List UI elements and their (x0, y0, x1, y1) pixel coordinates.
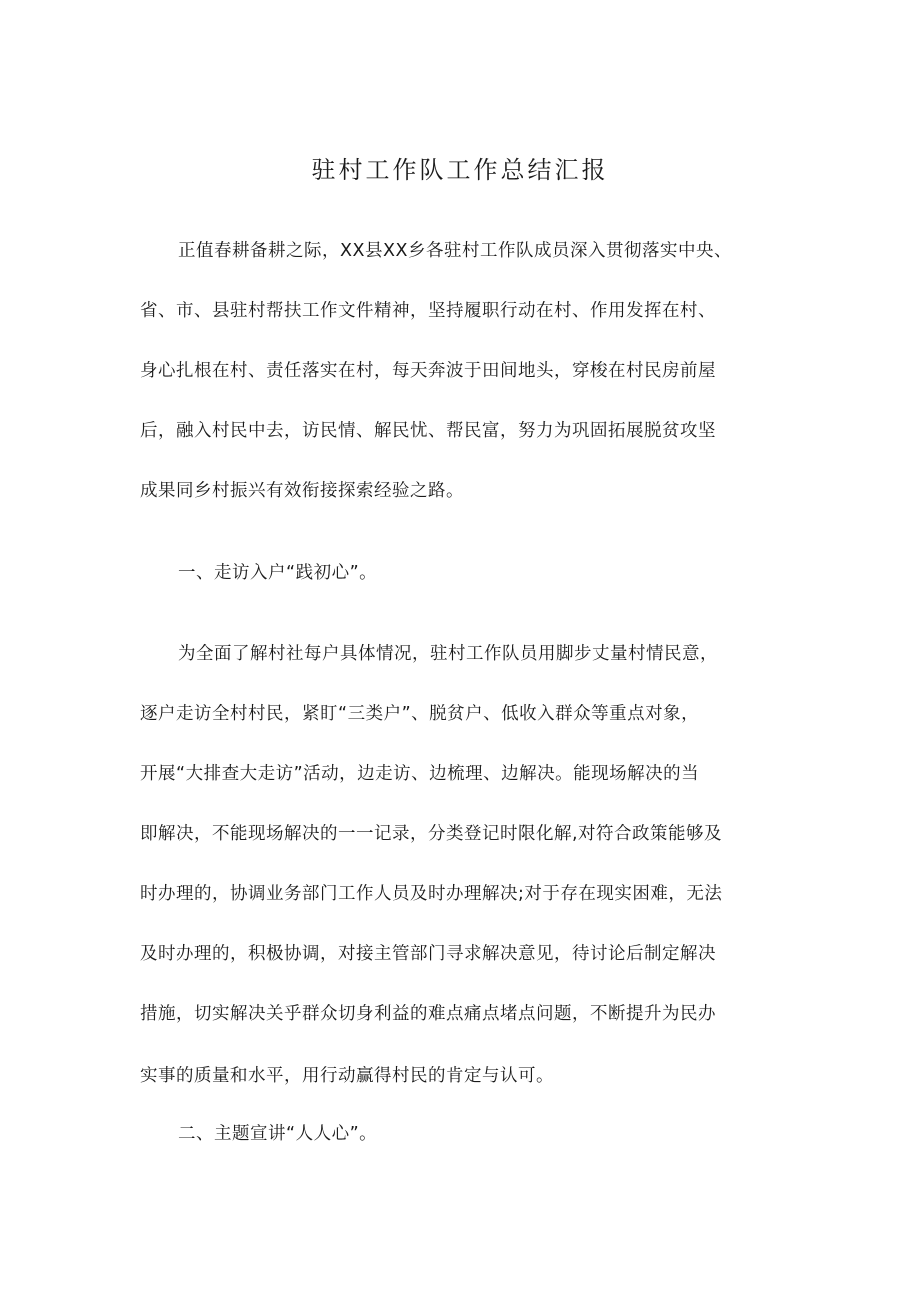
intro-line-4: 后，融入村民中去，访民情、解民忧、帮民富，努力为巩固拓展脱贫攻坚 (140, 421, 716, 441)
section-1-line-6: 及时办理的，积极协调，对接主管部门寻求解决意见，待讨论后制定解决 (140, 944, 716, 964)
intro-line-1: 正值春耕备耕之际，XX县XX乡各驻村工作队成员深入贯彻落实中央、 (178, 241, 732, 261)
section-1-line-5: 时办理的，协调业务部门工作人员及时办理解决;对于存在现实困难，无法 (140, 884, 723, 904)
section-1-line-3: 开展“大排查大走访”活动，边走访、边梳理、边解决。能现场解决的当 (140, 764, 700, 784)
section-1-line-8: 实事的质量和水平，用行动赢得村民的肯定与认可。 (140, 1066, 554, 1086)
section-1-heading: 一、走访入户“践初心”。 (178, 563, 378, 583)
section-2-heading: 二、主题宣讲“人人心”。 (178, 1124, 378, 1144)
section-1-line-4: 即解决，不能现场解决的一一记录，分类登记时限化解,对符合政策能够及 (140, 824, 723, 844)
document-title: 驻村工作队工作总结汇报 (311, 156, 609, 184)
intro-line-2: 省、市、县驻村帮扶工作文件精神，坚持履职行动在村、作用发挥在村、 (140, 301, 716, 321)
section-1-line-1: 为全面了解村社每户具体情况，驻村工作队员用脚步丈量村情民意， (178, 644, 718, 664)
section-1-line-2: 逐户走访全村村民，紧盯“三类户”、脱贫户、低收入群众等重点对象， (140, 704, 700, 724)
intro-line-3: 身心扎根在村、责任落实在村，每天奔波于田间地头，穿梭在村民房前屋 (140, 361, 716, 381)
intro-line-5: 成果同乡村振兴有效衔接探索经验之路。 (140, 481, 464, 501)
section-1-line-7: 措施，切实解决关乎群众切身利益的难点痛点堵点问题，不断提升为民办 (140, 1004, 716, 1024)
